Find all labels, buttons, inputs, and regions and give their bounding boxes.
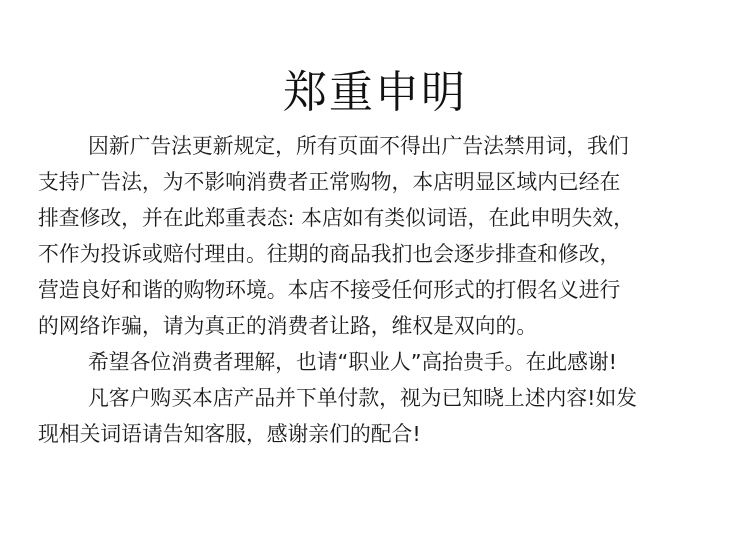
- paragraph-line: 因新广告法更新规定，所有页面不得出广告法禁用词，我们: [88, 134, 629, 158]
- paragraph-line: 支持广告法，为不影响消费者正常购物，本店明显区域内已经在: [38, 170, 621, 194]
- paragraph-line: 的网络诈骗，请为真正的消费者让路，维权是双向的。: [38, 314, 538, 338]
- notice-body: [38, 128, 722, 452]
- paragraph-line: 希望各位消费者理解，也请“职业人”高抬贵手。在此感谢!: [88, 350, 618, 374]
- paragraph-line: 排查修改，并在此郑重表态: 本店如有类似词语，在此申明失效，: [38, 206, 634, 230]
- paragraph-line: 营造良好和谐的购物环境。本店不接受任何形式的打假名义进行: [38, 278, 621, 302]
- paragraph-line: 不作为投诉或赔付理由。往期的商品我扪也会逐步排查和修改，: [38, 242, 621, 266]
- paragraph-line: 现相关词语请告知客服，感谢亲们的配合!: [38, 422, 421, 446]
- page-title: 郑重申明: [283, 67, 467, 119]
- paragraph-line: 凡客户购买本店产品并下单付款，视为已知晓上述内容!如发: [88, 386, 638, 410]
